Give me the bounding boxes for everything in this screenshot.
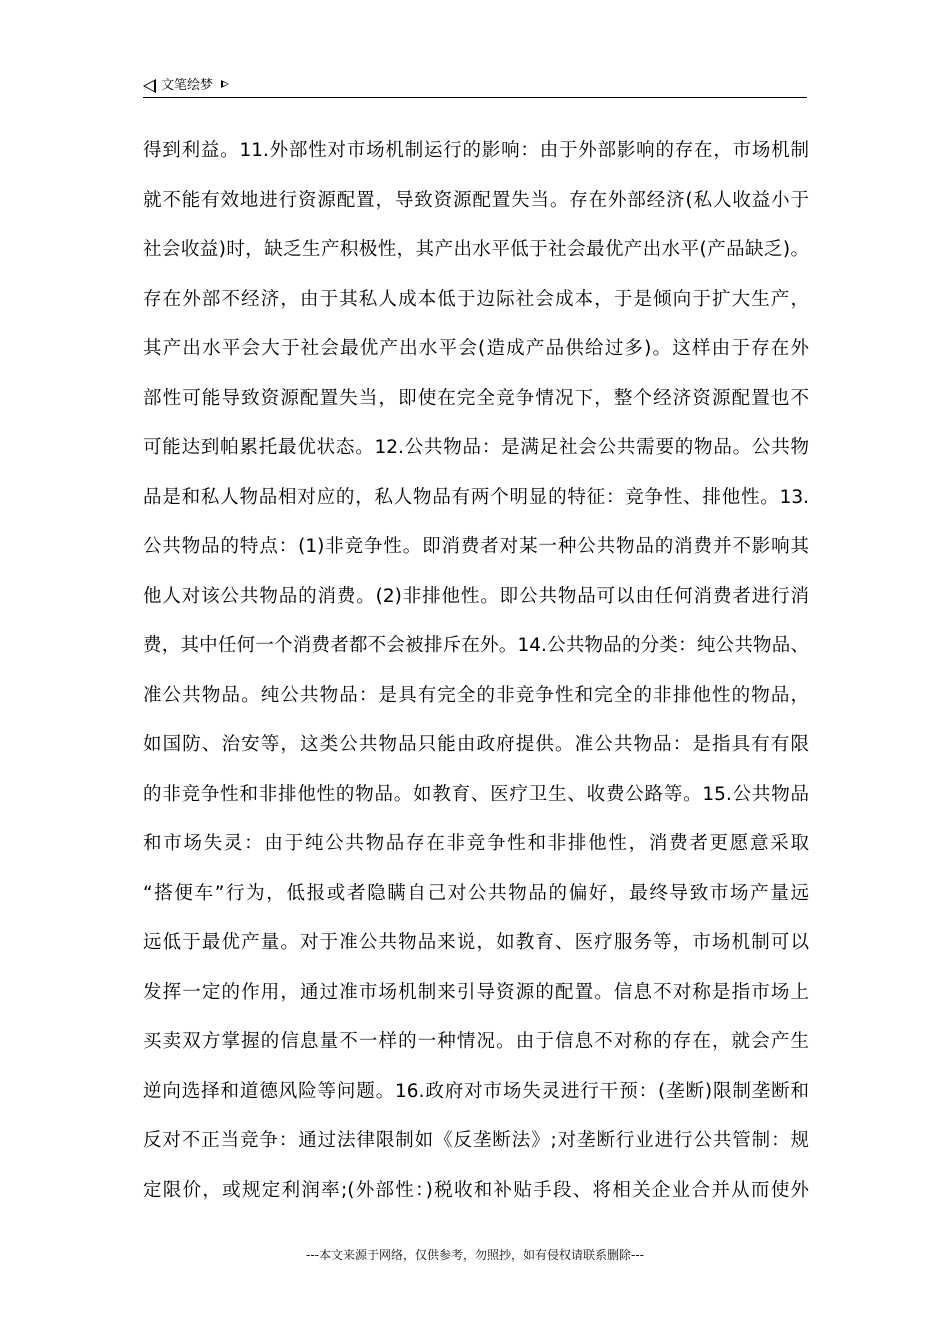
- text-line: 逆向选择和道德风险等问题。16.政府对市场失灵进行干预：(垄断)限制垄断和: [143, 1080, 809, 1102]
- text-line: 他人对该公共物品的消费。(2)非排他性。即公共物品可以由任何消费者进行消: [143, 585, 809, 607]
- text-line: 就不能有效地进行资源配置，导致资源配置失当。存在外部经济(私人收益小于: [143, 189, 809, 211]
- text-line: 的非竞争性和非排他性的物品。如教育、医疗卫生、收费公路等。15.公共物品: [143, 783, 809, 805]
- text-line: 可能达到帕累托最优状态。12.公共物品：是满足社会公共需要的物品。公共物: [143, 437, 809, 458]
- text-line: 得到利益。11.外部性对市场机制运行的影响：由于外部影响的存在，市场机制: [143, 140, 809, 161]
- text-line: 买卖双方掌握的信息量不一样的一种情况。由于信息不对称的存在，就会产生: [143, 1031, 809, 1052]
- text-line: 反对不正当竞争：通过法律限制如《反垄断法》;对垄断行业进行公共管制：规: [143, 1130, 809, 1151]
- header-divider: [143, 97, 807, 98]
- text-line: 存在外部不经济，由于其私人成本低于边际社会成本，于是倾向于扩大生产，: [143, 288, 809, 310]
- triangle-left-icon: [143, 79, 156, 93]
- text-line: 费，其中任何一个消费者都不会被排斥在外。14.公共物品的分类：纯公共物品、: [143, 635, 809, 656]
- text-line: 公共物品的特点：(1)非竞争性。即消费者对某一种公共物品的消费并不影响其: [143, 536, 809, 557]
- text-line: 社会收益)时，缺乏生产积极性，其产出水平低于社会最优产出水平(产品缺乏)。: [143, 239, 809, 260]
- header-title: 文笔绘梦: [161, 78, 214, 93]
- text-line: 品是和私人物品相对应的，私人物品有两个明显的特征：竞争性、排他性。13.: [143, 486, 809, 508]
- text-line: 远低于最优产量。对于准公共物品来说，如教育、医疗服务等，市场机制可以: [143, 932, 809, 953]
- body-text: [143, 126, 809, 1215]
- text-line: “搭便车”行为，低报或者隐瞒自己对公共物品的偏好，最终导致市场产量远: [143, 882, 809, 904]
- page-header: [143, 74, 807, 98]
- text-line: 如国防、治安等，这类公共物品只能由政府提供。准公共物品：是指具有有限: [143, 734, 809, 755]
- text-line: 准公共物品。纯公共物品：是具有完全的非竞争性和完全的非排他性的物品，: [143, 684, 809, 706]
- text-line: 发挥一定的作用，通过准市场机制来引导资源的配置。信息不对称是指市场上: [143, 981, 809, 1003]
- text-line: 定限价，或规定利润率;(外部性：)税收和补贴手段、将相关企业合并从而使外: [143, 1179, 809, 1201]
- footer-disclaimer: ---本文来源于网络，仅供参考，勿照抄，如有侵权请联系删除---: [306, 1248, 644, 1262]
- triangle-right-icon: [221, 80, 229, 88]
- text-line: 和市场失灵：由于纯公共物品存在非竞争性和非排他性，消费者更愿意采取: [143, 833, 809, 854]
- text-line: 部性可能导致资源配置失当，即使在完全竞争情况下，整个经济资源配置也不: [143, 387, 809, 409]
- text-line: 其产出水平会大于社会最优产出水平会(造成产品供给过多)。这样由于存在外: [143, 338, 809, 359]
